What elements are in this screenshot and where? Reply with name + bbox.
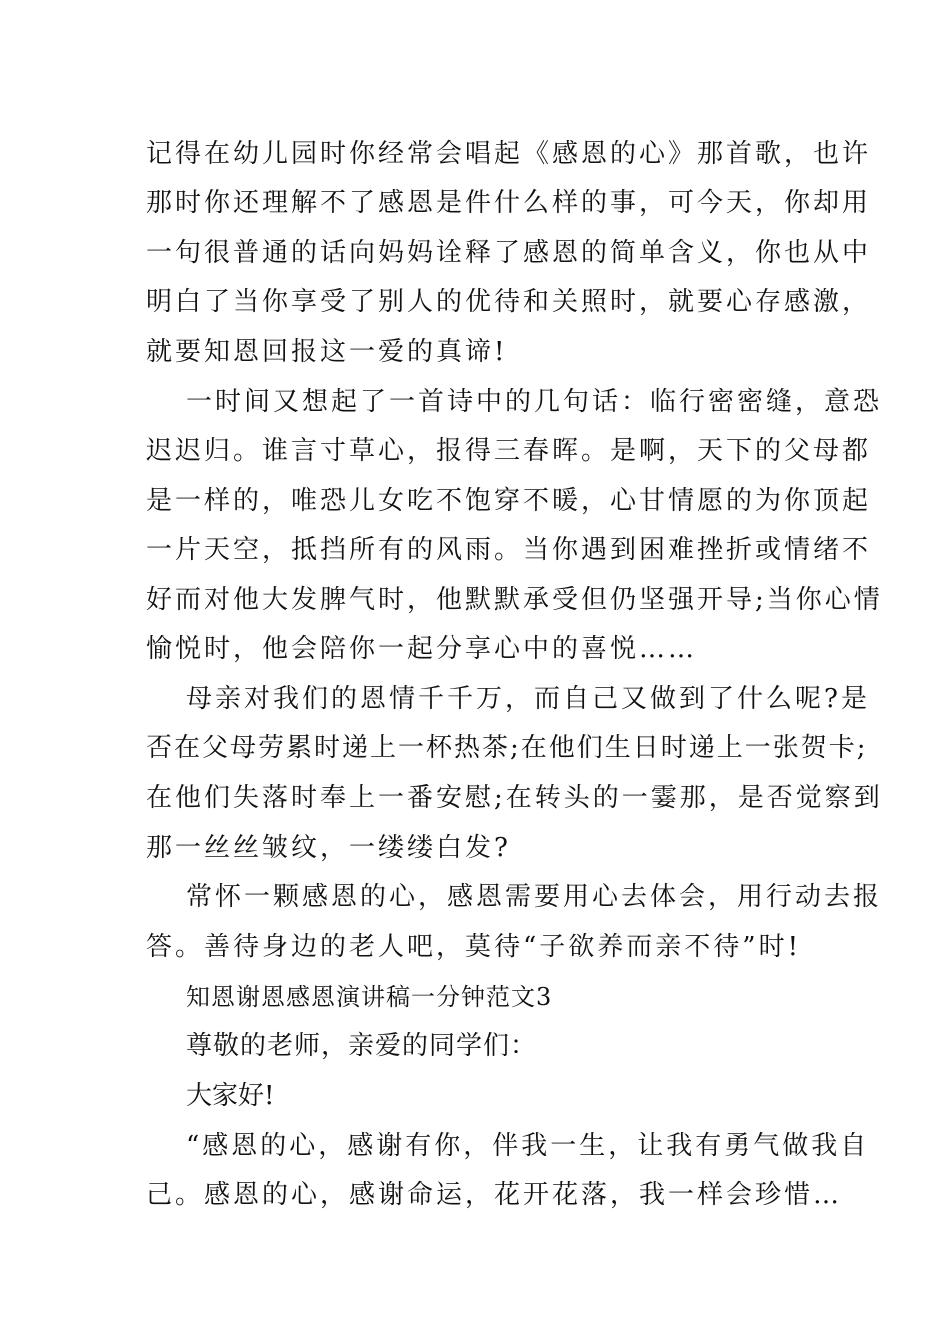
paragraph-2-line-6: 愉悦时，他会陪你一起分享心中的喜悦……	[146, 634, 698, 664]
paragraph-4-line-2: 答。善待身边的老人吧，莫待“子欲养而亲不待”时!	[146, 932, 802, 962]
paragraph-2-line-4: 一片天空，抵挡所有的风雨。当你遇到困难挫折或情绪不	[146, 535, 872, 565]
paragraph-2-line-1: 一时间又想起了一首诗中的几句话：临行密密缝，意恐	[186, 387, 883, 417]
text-line-5: 就要知恩回报这一爱的真谛!	[146, 337, 508, 367]
paragraph-5-line-1: “感恩的心，感谢有你，伴我一生，让我有勇气做我自	[186, 1131, 870, 1161]
paragraph-2-line-5: 好而对他大发脾气时，他默默承受但仍坚强开导;当你心情	[146, 585, 883, 615]
paragraph-3-line-1: 母亲对我们的恩情千千万，而自己又做到了什么呢?是	[186, 684, 870, 714]
text-line-1: 记得在幼儿园时你经常会唱起《感恩的心》那首歌，也许	[146, 139, 872, 169]
paragraph-2-line-2: 迟迟归。谁言寸草心，报得三春晖。是啊，天下的父母都	[146, 436, 872, 466]
section-heading: 知恩谢恩感恩演讲稿一分钟范文3	[186, 983, 553, 1011]
paragraph-5-line-2: 己。感恩的心，感谢命运，花开花落，我一样会珍惜…	[146, 1180, 843, 1210]
greeting: 大家好!	[186, 1081, 275, 1111]
paragraph-4-line-1: 常怀一颗感恩的心，感恩需要用心去体会，用行动去报	[186, 882, 883, 912]
paragraph-3-line-4: 那一丝丝皱纹，一缕缕白发?	[146, 833, 511, 863]
paragraph-2-line-3: 是一样的，唯恐儿女吃不饱穿不暖，心甘情愿的为你顶起	[146, 486, 872, 516]
text-line-3: 一句很普通的话向妈妈诠释了感恩的简单含义，你也从中	[146, 238, 872, 268]
text-line-4: 明白了当你享受了别人的优待和关照时，就要心存感激，	[146, 287, 872, 317]
salutation: 尊敬的老师，亲爱的同学们：	[186, 1031, 538, 1061]
text-line-2: 那时你还理解不了感恩是件什么样的事，可今天，你却用	[146, 188, 872, 218]
paragraph-3-line-2: 否在父母劳累时递上一杯热茶;在他们生日时递上一张贺卡;	[146, 733, 868, 763]
paragraph-3-line-3: 在他们失落时奉上一番安慰;在转头的一霎那，是否觉察到	[146, 783, 883, 813]
